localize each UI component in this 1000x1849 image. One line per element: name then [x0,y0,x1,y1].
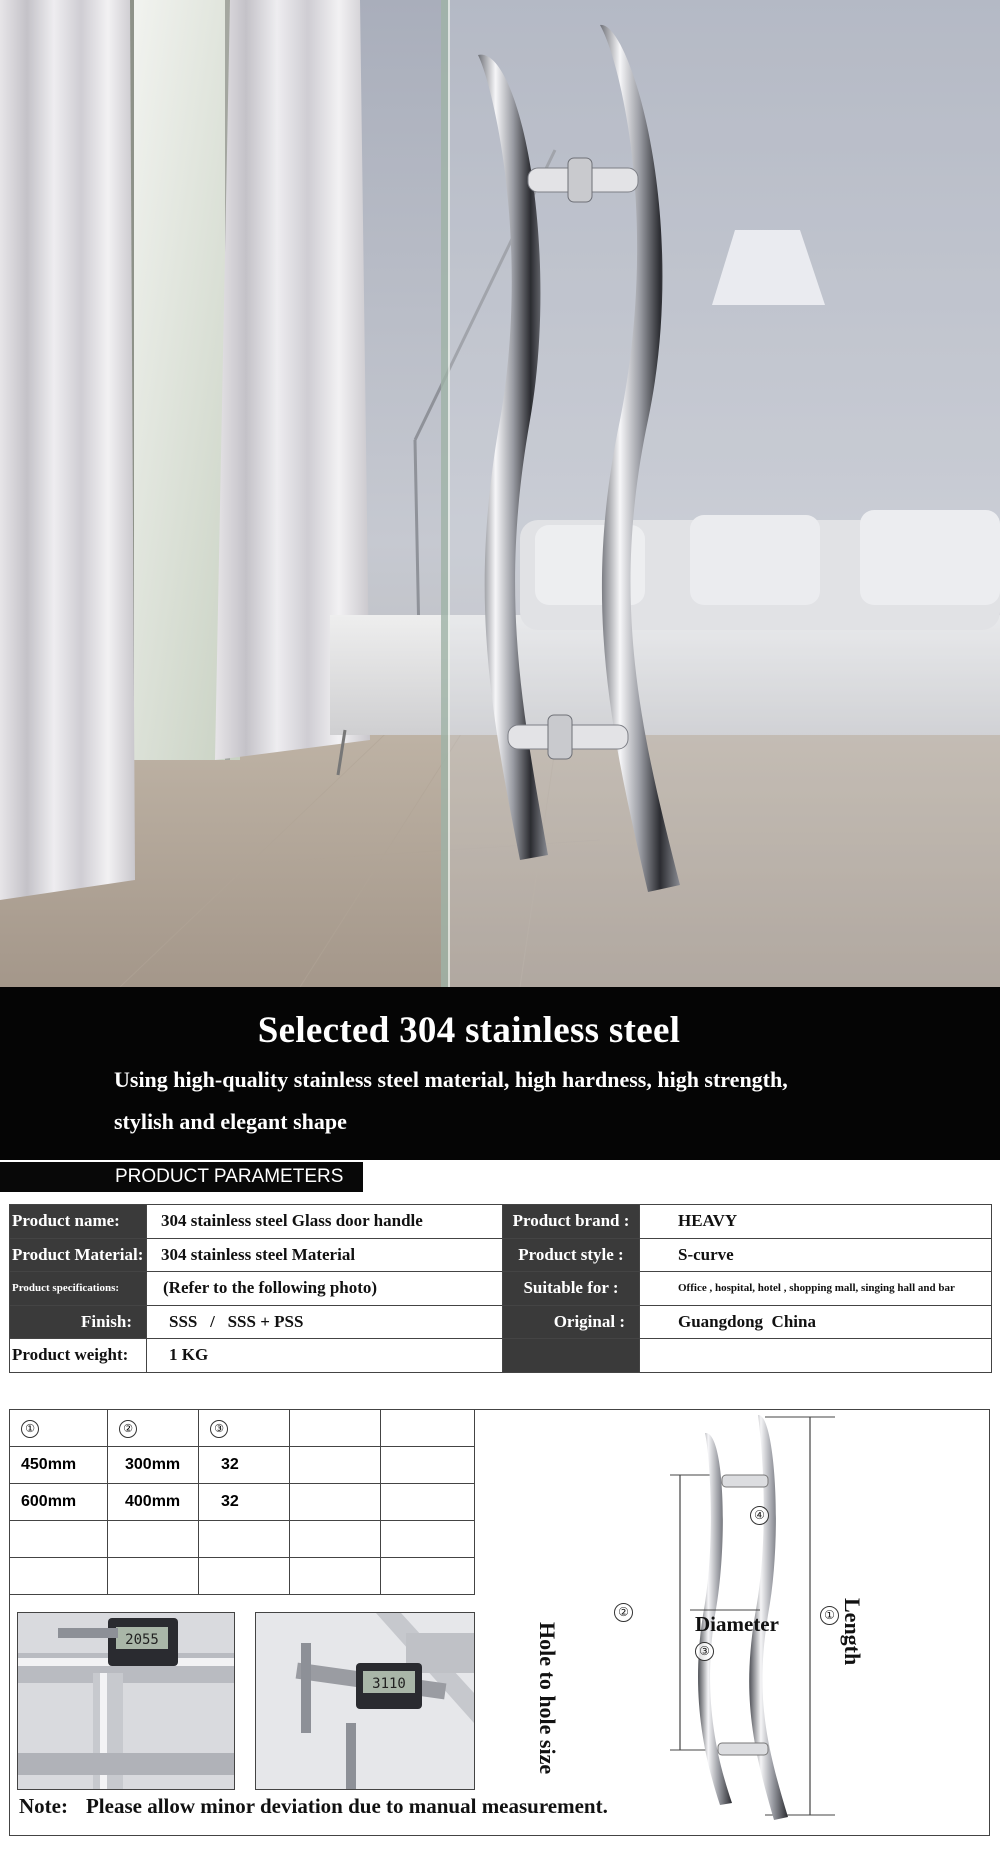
length-label: Length [840,1598,865,1666]
param-value: (Refer to the following photo) [147,1272,503,1306]
table-row [10,1305,992,1339]
banner-subtitle-line2: stylish and elegant shape [114,1109,347,1134]
note-prefix: Note: [19,1794,68,1818]
table-row [10,1339,992,1373]
parameters-heading: PRODUCT PARAMETERS [0,1162,363,1192]
param-key: Product Material: [10,1238,147,1272]
table-row [10,1484,475,1521]
dim-cell: 400mm [108,1484,199,1521]
table-row [10,1558,475,1595]
param-key: Product style : [503,1238,640,1272]
table-row [10,1447,475,1484]
dim-cell: 300mm [108,1447,199,1484]
param-key: Product name: [10,1205,147,1239]
empty-cell [381,1447,475,1484]
empty-cell [290,1447,381,1484]
caliper-photo-2 [255,1612,475,1790]
dim-cell: 450mm [10,1447,108,1484]
param-value: SSS / SSS + PSS [147,1305,503,1339]
table-row [10,1238,992,1272]
empty-cell [381,1484,475,1521]
parameters-table [9,1204,992,1373]
param-value: 304 stainless steel Glass door handle [147,1205,503,1239]
param-key: Product weight: [10,1339,147,1373]
param-key: Product brand : [503,1205,640,1239]
banner-title: Selected 304 stainless steel [257,1010,681,1051]
hole-to-hole-label: Hole to hole size [535,1622,560,1775]
measurement-note [19,1794,608,1819]
caliper-photo-1 [17,1612,235,1790]
param-value [640,1339,992,1373]
dimension-table [9,1409,475,1595]
marker-4: ④ [750,1506,769,1525]
dim-header: ① [10,1410,108,1447]
dim-cell: 32 [199,1484,290,1521]
empty-cell [290,1410,381,1447]
param-value: 304 stainless steel Material [147,1238,503,1272]
param-key: Original : [503,1305,640,1339]
param-value: Office , hospital, hotel , shopping mall, singing hall and bar [640,1272,992,1306]
material-banner [0,987,1000,1160]
param-value: Guangdong China [640,1305,992,1339]
table-row [10,1272,992,1306]
param-key: Finish: [10,1305,147,1339]
marker-1: ① [820,1606,839,1625]
note-text: Please allow minor deviation due to manual measurement. [85,1794,608,1818]
dim-cell: 600mm [10,1484,108,1521]
param-key: Product specifications: [10,1272,147,1306]
handle-diagram [618,1405,940,1835]
dim-header: ③ [199,1410,290,1447]
empty-cell [381,1410,475,1447]
caliper-reading-2: 3110 [372,1676,406,1692]
param-key [503,1339,640,1373]
table-row [10,1521,475,1558]
param-value: 1 KG [147,1339,503,1373]
diameter-label: Diameter [695,1612,779,1636]
table-row [10,1410,475,1447]
empty-cell [290,1484,381,1521]
banner-subtitle-line1: Using high-quality stainless steel material, high hardness, high strength, [114,1067,788,1092]
param-key: Suitable for : [503,1272,640,1306]
dim-header: ② [108,1410,199,1447]
marker-3: ③ [695,1642,714,1661]
caliper-reading-1: 2055 [125,1632,159,1648]
table-row [10,1205,992,1239]
param-value: S-curve [640,1238,992,1272]
dim-cell: 32 [199,1447,290,1484]
param-value: HEAVY [640,1205,992,1239]
marker-2: ② [614,1603,633,1622]
